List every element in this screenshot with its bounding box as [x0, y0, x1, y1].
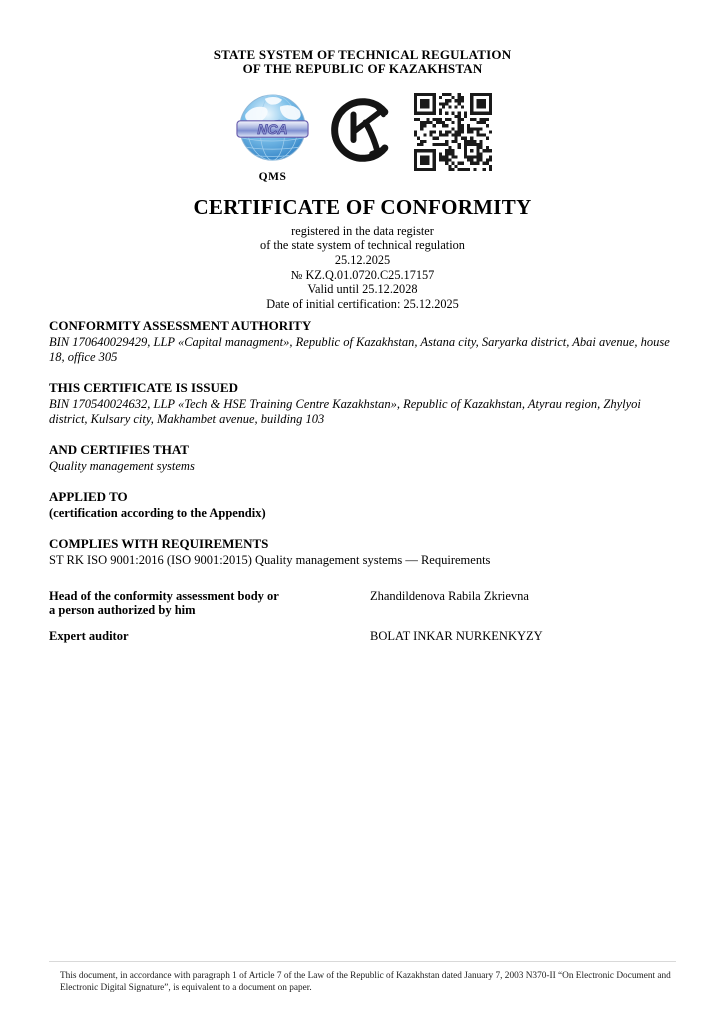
header-line2: OF THE REPUBLIC OF KAZAKHSTAN: [242, 60, 483, 76]
qr-code-icon: [414, 93, 492, 171]
registration-date: 25.12.2025: [334, 253, 391, 267]
footer: [49, 961, 676, 994]
initial-certification-date: Date of initial certification: 25.12.2025: [266, 297, 459, 312]
footer-legal-text: This document, in accordance with paragraph 1 of Article 7 of the Law of the Republic of Kazakhstan dated January 7, 2003 N370-II “On Electronic Document and Electronic Digital Signature”, is equivalent to a document on paper.: [60, 971, 671, 993]
section-body: (certification according to the Appendix): [49, 505, 266, 520]
section-certificate-issued: [49, 381, 676, 427]
section-heading: THIS CERTIFICATE IS ISSUED: [49, 379, 238, 395]
section-complies-with-requirements: [49, 537, 676, 568]
signature-label-line2: a person authorized by him: [49, 602, 196, 617]
signature-label-line1: Head of the conformity assessment body or: [49, 588, 279, 603]
certificate-number: № KZ.Q.01.0720.C25.17157: [290, 267, 435, 282]
section-heading: CONFORMITY ASSESSMENT AUTHORITY: [49, 317, 312, 333]
section-heading: COMPLIES WITH REQUIREMENTS: [49, 535, 269, 551]
signature-value: BOLAT INKAR NURKENKYZY: [370, 629, 543, 644]
nca-globe-logo-icon: [236, 93, 309, 166]
signature-value: Zhandildenova Rabila Zkrievna: [370, 588, 529, 603]
signatures-block: [49, 590, 676, 644]
section-body: Quality management systems: [49, 458, 195, 473]
nca-logo-block: [234, 93, 312, 183]
section-heading: AND CERTIFIES THAT: [49, 441, 189, 457]
signature-row-head: [49, 590, 676, 618]
qms-label: QMS: [258, 170, 287, 183]
signature-label: [49, 590, 370, 618]
header-line1: STATE SYSTEM OF TECHNICAL REGULATION: [213, 47, 512, 62]
signature-row-expert-auditor: [49, 630, 676, 644]
registration-line2: of the state system of technical regulation: [260, 238, 465, 253]
signature-label: [49, 630, 370, 644]
signature-label-line1: Expert auditor: [49, 629, 129, 644]
section-conformity-assessment-authority: [49, 319, 676, 365]
section-applied-to: [49, 490, 676, 521]
nca-banner-label: NCA: [257, 120, 288, 137]
section-certifies-that: [49, 443, 676, 474]
valid-until: Valid until 25.12.2028: [307, 282, 418, 297]
footer-divider: [49, 961, 676, 962]
registration-line1: registered in the data register: [291, 223, 434, 238]
kt-conformity-mark-icon: [328, 95, 398, 165]
certificate-title: CERTIFICATE OF CONFORMITY: [193, 194, 532, 219]
logos-row: [49, 93, 676, 183]
document-header: [49, 48, 676, 76]
section-body: BIN 170540024632, LLP «Tech & HSE Training Centre Kazakhstan», Republic of Kazakhstan, Atyrau region, Zhylyoi district, Kulsary city, Makhambet avenue, building 103: [49, 396, 641, 426]
section-body: BIN 170640029429, LLP «Capital managment», Republic of Kazakhstan, Astana city, Saryarka district, Abai avenue, house 18, office 305: [49, 334, 670, 364]
section-body: ST RK ISO 9001:2016 (ISO 9001:2015) Quality management systems — Requirements: [49, 552, 491, 567]
registration-block: [49, 224, 676, 312]
section-heading: APPLIED TO: [49, 488, 128, 504]
